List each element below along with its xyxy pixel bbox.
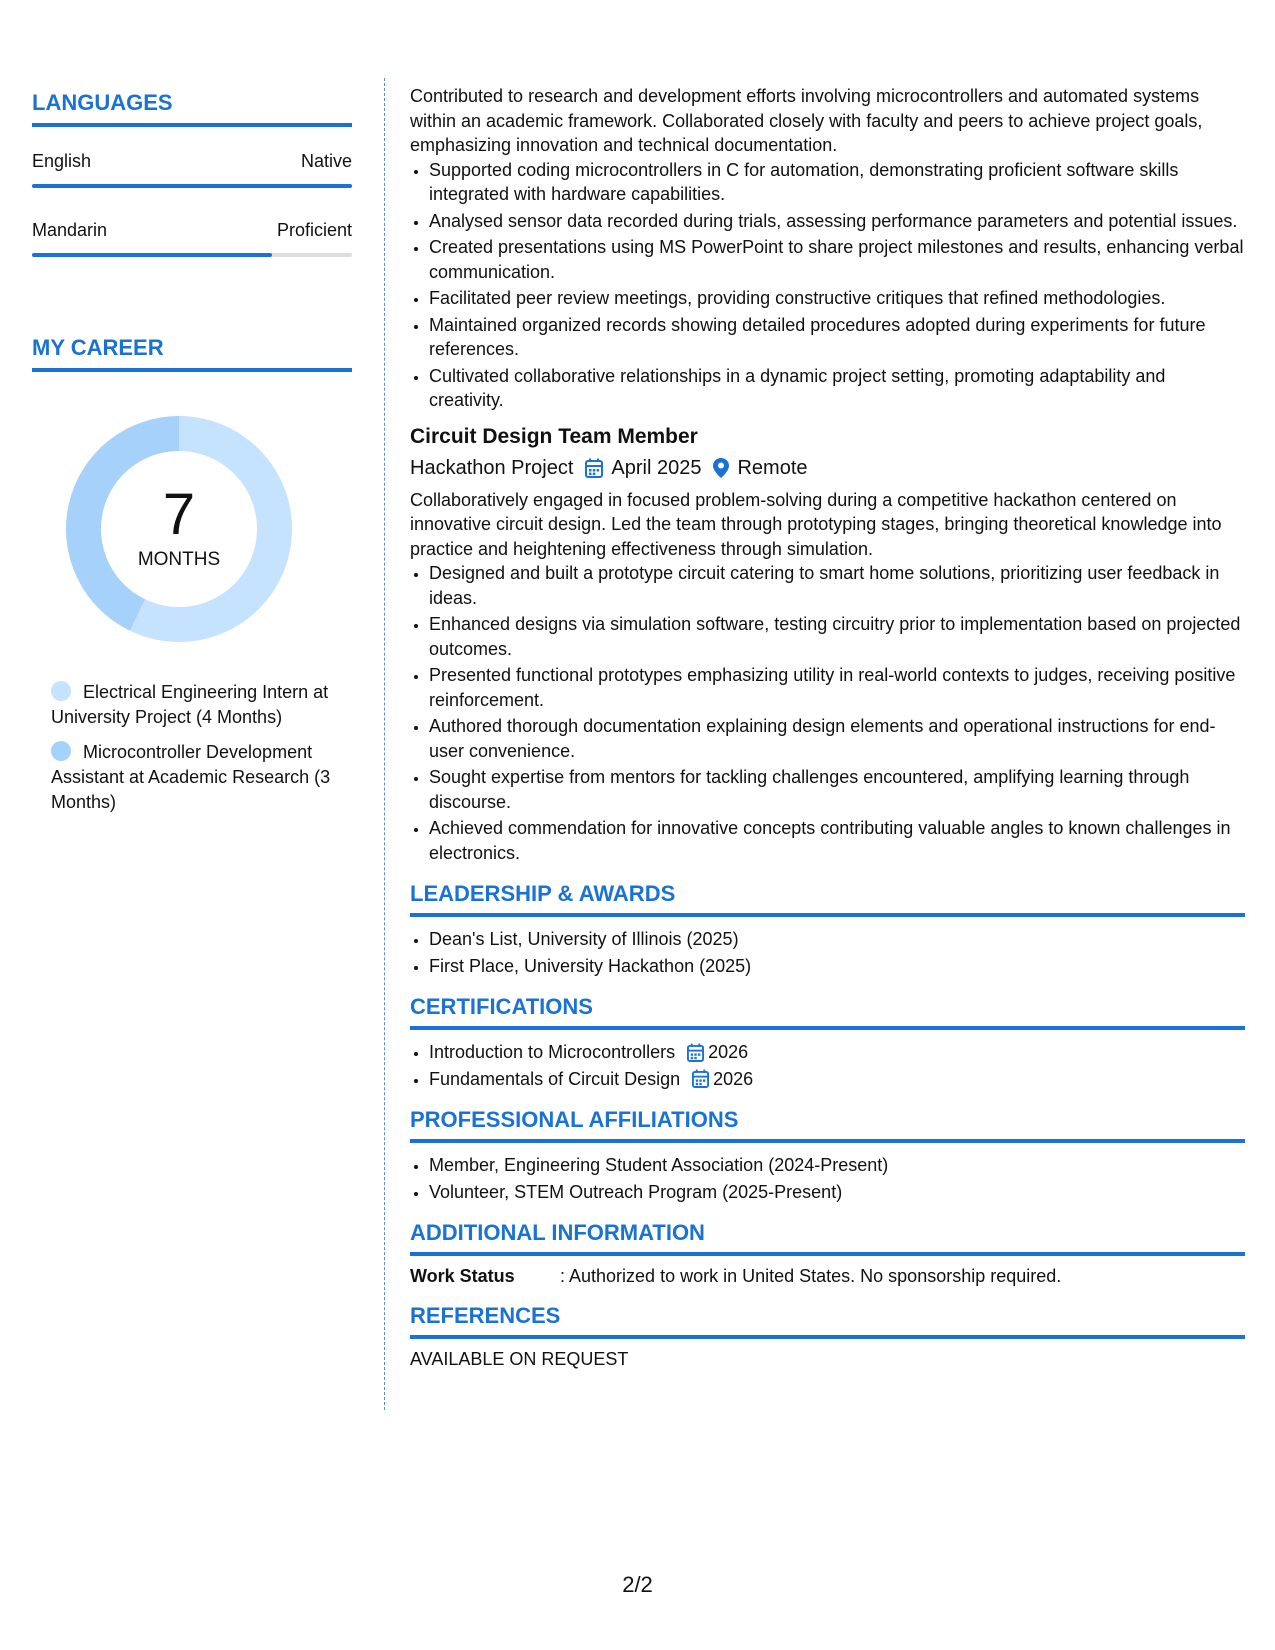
job-meta: [410, 457, 1245, 480]
language-name: Mandarin: [32, 220, 108, 240]
column-divider: [384, 78, 385, 1410]
experience-bullet: • Authored thorough documentation explaining design elements and operational instructions for end-user convenience.: [429, 714, 1245, 763]
career-heading: MY CAREER: [32, 335, 352, 372]
work-status-label: Work Status: [410, 1266, 515, 1286]
certifications-list: [410, 1040, 1245, 1091]
career-donut: [64, 414, 294, 644]
experience-bullet: • Facilitated peer review meetings, providing constructive critiques that refined methodologies.: [429, 286, 1245, 311]
location-pin-icon: [713, 458, 729, 478]
language-proficiency-bar: [32, 184, 352, 188]
career-unit: MONTHS: [137, 549, 221, 570]
certification-name: • Introduction to Microcontrollers: [429, 1042, 676, 1062]
calendar-icon: [585, 458, 603, 478]
job-location: Remote: [737, 456, 808, 479]
certification-year: 2026: [713, 1068, 754, 1089]
career-total: 7: [162, 482, 196, 547]
experience-bullet: • Cultivated collaborative relationships in a dynamic project setting, promoting adaptability and creativity.: [429, 364, 1245, 413]
experience-bullets: [410, 561, 1245, 865]
experience-bullet: • Sought expertise from mentors for tackling challenges encountered, amplifying learning through discourse.: [429, 765, 1245, 814]
affiliation-item: • Volunteer, STEM Outreach Program (2025-Present): [429, 1180, 1245, 1205]
references-heading: REFERENCES: [410, 1303, 1245, 1339]
work-status-row: [410, 1266, 1245, 1287]
language-proficiency-fill: [32, 253, 272, 257]
certifications-heading: CERTIFICATIONS: [410, 994, 1245, 1030]
experience-summary: Collaboratively engaged in focused problem-solving during a competitive hackathon centered on innovative circuit design. Led the team through prototyping stages, bringing theoretical knowledge into practice and heightening effectiveness through simulation.: [410, 489, 1222, 559]
job-date: April 2025: [611, 456, 702, 479]
experience-bullet: • Enhanced designs via simulation software, testing circuitry prior to implementation based on projected outcomes.: [429, 612, 1245, 661]
experience-bullet: • Designed and built a prototype circuit catering to smart home solutions, prioritizing user feedback in ideas.: [429, 561, 1245, 610]
languages-heading: LANGUAGES: [32, 90, 352, 127]
language-item: [32, 151, 352, 188]
experience-bullet: • Presented functional prototypes emphasizing utility in real-world contexts to judges, receiving positive reinforcement.: [429, 663, 1245, 712]
leadership-list: [410, 927, 1245, 978]
experience-entry: [410, 425, 1245, 866]
certification-item: [429, 1067, 1245, 1092]
legend-dot-icon: [51, 741, 71, 761]
career-legend: [51, 680, 341, 815]
language-name: English: [32, 151, 92, 171]
calendar-icon: [692, 1069, 709, 1088]
affiliations-heading: PROFESSIONAL AFFILIATIONS: [410, 1107, 1245, 1143]
language-level: Native: [300, 151, 352, 171]
work-status-value: : Authorized to work in United States. No sponsorship required.: [560, 1266, 1062, 1286]
calendar-icon: [687, 1043, 704, 1062]
language-level: Proficient: [276, 220, 352, 240]
main-content: [410, 84, 1245, 1370]
experience-bullet: • Achieved commendation for innovative concepts contributing valuable angles to known challenges in electronics.: [429, 816, 1245, 865]
affiliation-item: • Member, Engineering Student Association (2024-Present): [429, 1153, 1245, 1178]
career-legend-item: [51, 740, 341, 815]
page-number: 2/2: [622, 1572, 653, 1597]
career-legend-item: [51, 680, 341, 730]
experience-bullet: • Created presentations using MS PowerPoint to share project milestones and results, enhancing verbal communication.: [429, 235, 1245, 284]
experience-entry: [410, 84, 1245, 413]
career-legend-label: Electrical Engineering Intern at University Project (4 Months): [51, 682, 329, 727]
language-proficiency-fill: [32, 184, 352, 188]
experience-bullet: • Analysed sensor data recorded during trials, assessing performance parameters and potential issues.: [429, 209, 1245, 234]
career-legend-label: Microcontroller Development Assistant at Academic Research (3 Months): [51, 742, 331, 812]
experience-bullets: [410, 158, 1245, 413]
leadership-item: • First Place, University Hackathon (2025): [429, 954, 1245, 979]
leadership-heading: LEADERSHIP & AWARDS: [410, 881, 1245, 917]
experience-bullet: • Maintained organized records showing detailed procedures adopted during experiments for future references.: [429, 313, 1245, 362]
language-proficiency-bar: [32, 253, 352, 257]
experience-summary: Contributed to research and development efforts involving microcontrollers and automated systems within an academic framework. Collaborated closely with faculty and peers to achieve project goals, emphasizing innovation and technical documentation.: [410, 86, 1203, 155]
certification-name: • Fundamentals of Circuit Design: [429, 1068, 681, 1089]
additional-info-heading: ADDITIONAL INFORMATION: [410, 1220, 1245, 1256]
legend-dot-icon: [51, 681, 71, 701]
language-item: [32, 220, 352, 257]
references-text: AVAILABLE ON REQUEST: [410, 1349, 629, 1369]
experience-bullet: • Supported coding microcontrollers in C for automation, demonstrating proficient software skills integrated with hardware capabilities.: [429, 158, 1245, 207]
job-organization: Hackathon Project: [410, 456, 574, 479]
certification-item: [429, 1040, 1245, 1065]
certification-year: 2026: [708, 1042, 749, 1062]
leadership-item: • Dean's List, University of Illinois (2025): [429, 927, 1245, 952]
job-title: Circuit Design Team Member: [410, 424, 698, 448]
affiliations-list: [410, 1153, 1245, 1204]
sidebar: [32, 90, 352, 825]
